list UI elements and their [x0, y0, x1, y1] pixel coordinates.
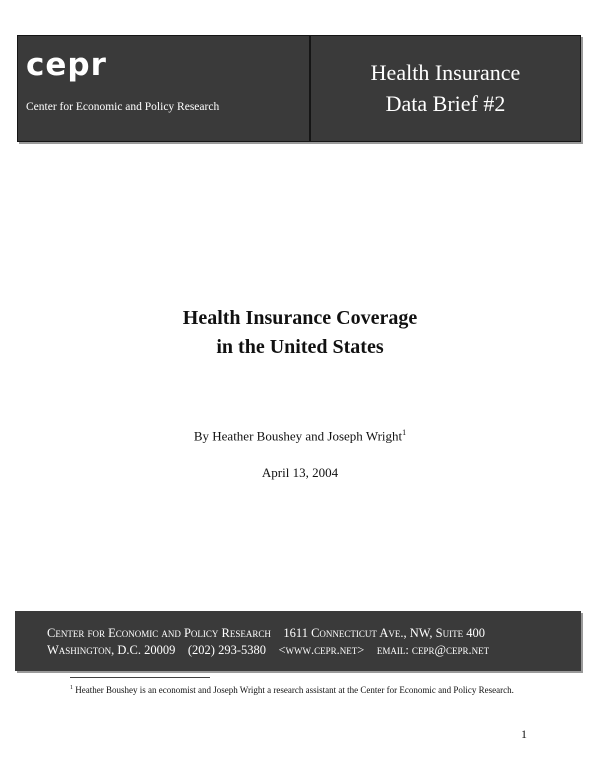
header-banner [17, 35, 581, 142]
footer-city: Washington, D.C. 20009 [47, 643, 176, 657]
brief-title-panel [311, 36, 580, 141]
footnote-number: 1 [70, 685, 73, 691]
footer-row-2 [47, 643, 489, 658]
page-number: 1 [521, 727, 527, 741]
footer-phone: (202) 293-5380 [187, 643, 266, 657]
footer-row-1 [47, 626, 485, 641]
org-name: Center for Economic and Policy Research [26, 101, 220, 113]
footnote-marker: 1 [402, 428, 407, 437]
footer-street: 1611 Connecticut Ave., NW, Suite 400 [283, 626, 485, 640]
document-title-line2: in the United States [216, 336, 384, 358]
footnote-divider [70, 677, 210, 678]
brief-title-line2: Data Brief #2 [385, 91, 506, 116]
document-title-line1: Health Insurance Coverage [182, 307, 418, 329]
footer-banner [15, 611, 581, 671]
header-logo-panel [18, 36, 311, 141]
footnote-text: Heather Boushey is an economist and Joseph Wright a research assistant at the Center for Economic and Policy Research. [75, 685, 514, 695]
footer-email-link[interactable]: email: cepr@cepr.net [376, 643, 490, 657]
cepr-logo: cepr [26, 47, 107, 83]
footer-org-name: Center for Economic and Policy Research [47, 626, 271, 640]
byline [0, 428, 600, 444]
footer-website-link[interactable]: <www.cepr.net> [278, 643, 365, 657]
publication-date: April 13, 2004 [261, 465, 339, 480]
byline-authors: By Heather Boushey and Joseph Wright [193, 428, 403, 444]
brief-title-line1: Health Insurance [370, 60, 521, 85]
footnote [70, 682, 540, 697]
